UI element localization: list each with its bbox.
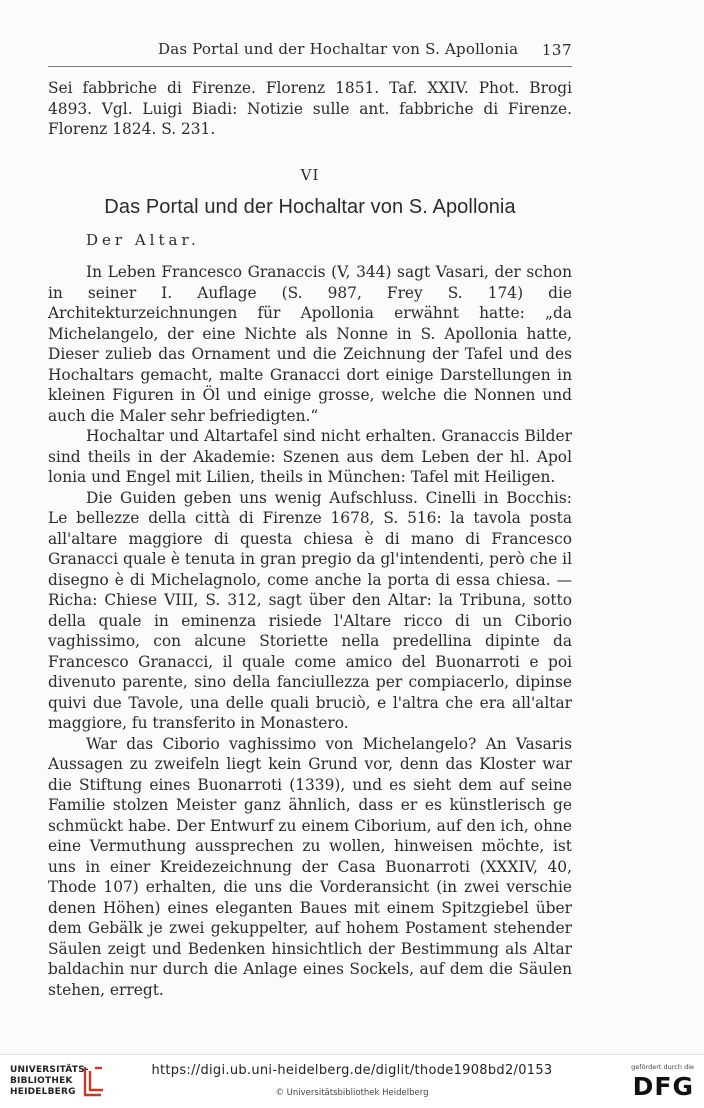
paragraph-2: Hochaltar und Altartafel sind nicht erhalten. Granaccis Bilder sind theils in der Akademie: Szenen aus dem Leben der hl. Apol lonia und Engel mit Lilien, theils in München: Tafel mit Heiligen. bbox=[48, 427, 572, 486]
subheading: Der Altar. bbox=[86, 231, 200, 249]
library-logo[interactable] bbox=[10, 1065, 108, 1103]
body-text bbox=[48, 262, 572, 1000]
dfg-caption: gefördert durch die bbox=[631, 1063, 694, 1071]
running-title: Das Portal und der Hochaltar von S. Apollonia bbox=[158, 40, 519, 58]
paragraph-1: In Leben Francesco Granaccis (V, 344) sagt Vasari, der schon in seiner I. Auflage (S. 987, Frey S. 174) die Architekturzeichnungen für Apollonia erwähnt hatte: „da Michelangelo, der eine Nichte als Nonne in S. Apollonia hatte, Dieser zulieb das Ornament und die Zeichnung der Tafel und des Hochaltars gemacht, malte Granacci dort einige Darstellungen in kleinen Figuren in Öl und einige grosse, welche die Nonnen und auch die Maler sehr befriedigten.“ bbox=[48, 263, 573, 425]
intro-text bbox=[48, 78, 572, 140]
copyright-notice: © Universitätsbibliothek Heidelberg bbox=[275, 1088, 429, 1098]
intro-line: Sei fabbriche di Firenze. Florenz 1851. Taf. XXIV. Phot. Brogi bbox=[48, 79, 572, 97]
library-mark-icon bbox=[81, 1065, 105, 1099]
page-number: 137 bbox=[541, 41, 572, 59]
dfg-logo: DFG bbox=[632, 1072, 694, 1101]
dfg-funding[interactable] bbox=[620, 1063, 694, 1105]
chapter-title: Das Portal und der Hochaltar von S. Apollonia bbox=[104, 196, 516, 218]
intro-line: 4893. Vgl. Luigi Biadi: Notizie sulle ant. fabbriche di Firenze. bbox=[48, 99, 572, 118]
paragraph-4: War das Ciborio vaghissimo von Michelangelo? An Vasaris Aussagen zu zweifeln liegt kein Grund vor, denn das Kloster war die Stiftung eines Buonarroti (1339), und es sieht dem auf seine Familie stolzen Meister ganz ähnlich, dass er es künstlerisch ge schmückt habe. Der Entwurf zu einem Ciborium, auf den ich, ohne eine Vermuthung aussprechen zu wollen, hinweisen möchte, ist uns in einer Kreidezeichnung der Casa Buonarroti (XXXIV, 40, Thode 107) erhalten, die uns die Vorderansicht (in zwei verschie denen Höhen) eines eleganten Baues mit einem Spitzgiebel über dem Gebälk je zwei gekuppelter, auf hohem Postament stehender Säulen zeigt und Bedenken hinsichtlich der Bestimmung als Altar baldachin nur durch die Anlage eines Sockels, auf dem die Säulen stehen, erregt. bbox=[48, 734, 572, 999]
page-header bbox=[48, 38, 572, 67]
library-name: UNIVERSITÄTS- BIBLIOTHEK HEIDELBERG bbox=[10, 1065, 89, 1097]
viewer-footer bbox=[0, 1054, 704, 1108]
intro-line: Florenz 1824. S. 231. bbox=[48, 120, 216, 138]
paragraph-3: Die Guiden geben uns wenig Aufschluss. Cinelli in Bocchis: Le bellezze della città di Firenze 1678, S. 516: la tavola posta all'altare maggiore di questa chiesa è di mano di Francesco Granacci quale è tenuta in gran pregio da gl'intendenti, però che il disegno è di Michelagnolo, come anche la porta di essa chiesa. — Richa: Chiese VIII, S. 312, sagt über den Altar: la Tribuna, sotto della quale in eminenza risiede l'Altare ricco di un Ciborio vaghissimo, con alcune Storiette nella predellina dipinte da Francesco Granacci, il quale come amico del Buonarroti e poi divenuto parente, sino della fanciullezza per compiacerlo, dipinse quivi due Tavole, una delle quali bruciò, e l'altra che era all'altar maggiore, fu transferito in Monastero. bbox=[48, 488, 573, 732]
permalink-url[interactable]: https://digi.ub.uni-heidelberg.de/diglit/thode1908bd2/0153 bbox=[151, 1063, 553, 1078]
intro-paragraph bbox=[48, 78, 572, 140]
section-number: VI bbox=[300, 166, 320, 184]
